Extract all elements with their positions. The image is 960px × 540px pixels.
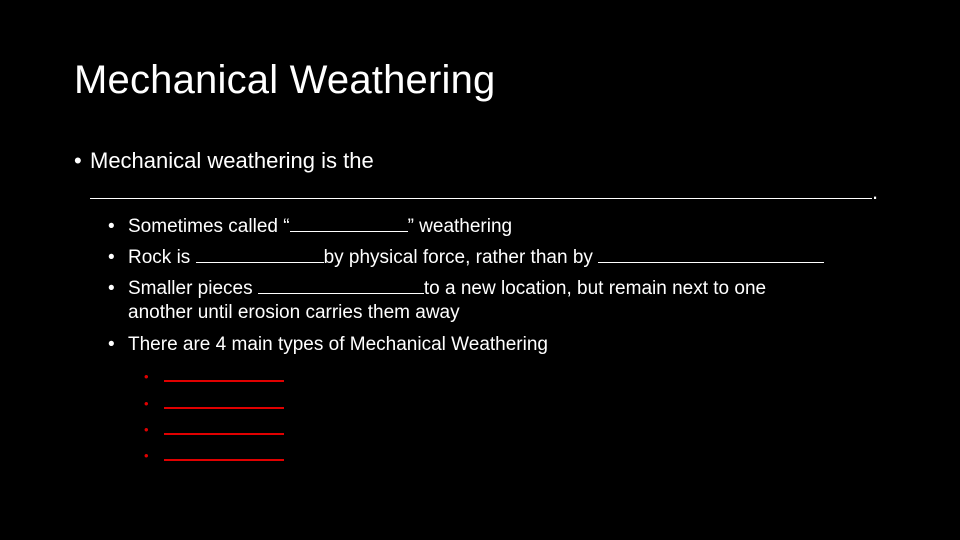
- bullet-glyph: •: [108, 334, 115, 355]
- sub-bullet-1: [108, 214, 512, 239]
- type-bullet-4: [144, 441, 284, 468]
- fill-blank: [258, 276, 424, 294]
- main-bullet: [74, 148, 374, 174]
- sub-bullet-4-text: There are 4 main types of Mechanical Weathering: [128, 334, 548, 355]
- fill-blank: [164, 389, 284, 409]
- bullet-glyph: •: [144, 447, 149, 463]
- bullet-glyph: •: [74, 148, 82, 173]
- bullet-glyph: •: [108, 247, 115, 268]
- sub-bullet-1-after: ” weathering: [407, 216, 513, 237]
- bullet-glyph: •: [108, 216, 115, 237]
- bullet-glyph: •: [144, 421, 149, 437]
- fill-blank: [290, 214, 408, 232]
- fill-blank: [196, 245, 324, 263]
- fill-blank: [598, 245, 824, 263]
- type-bullet-2: [144, 389, 284, 416]
- sub-bullet-4: [108, 333, 548, 357]
- sub-bullet-3-after: to a new location, but remain next to one: [423, 278, 767, 299]
- sub-bullet-1-before: Sometimes called “: [128, 216, 290, 237]
- sub-bullet-2-before: Rock is: [128, 247, 196, 268]
- fill-blank: [90, 178, 872, 199]
- fill-blank: [164, 441, 284, 461]
- type-bullet-1: [144, 362, 284, 389]
- slide-title: Mechanical Weathering: [74, 58, 496, 102]
- bullet-glyph: •: [144, 395, 149, 411]
- main-bullet-text: Mechanical weathering is the: [90, 148, 374, 173]
- sub-bullet-3-continuation: another until erosion carries them away: [128, 302, 460, 323]
- type-bullet-3: [144, 415, 284, 442]
- sub-bullet-3: [108, 276, 766, 325]
- main-bullet-period: .: [872, 179, 879, 204]
- fill-blank: [164, 415, 284, 435]
- fill-blank: [164, 362, 284, 382]
- bullet-glyph: •: [144, 368, 149, 384]
- sub-bullet-3-before: Smaller pieces: [128, 278, 258, 299]
- sub-bullet-2-middle: by physical force, rather than by: [323, 247, 599, 268]
- main-bullet-blank-line: [90, 178, 878, 205]
- sub-bullet-2: [108, 245, 824, 270]
- bullet-glyph: •: [108, 278, 115, 299]
